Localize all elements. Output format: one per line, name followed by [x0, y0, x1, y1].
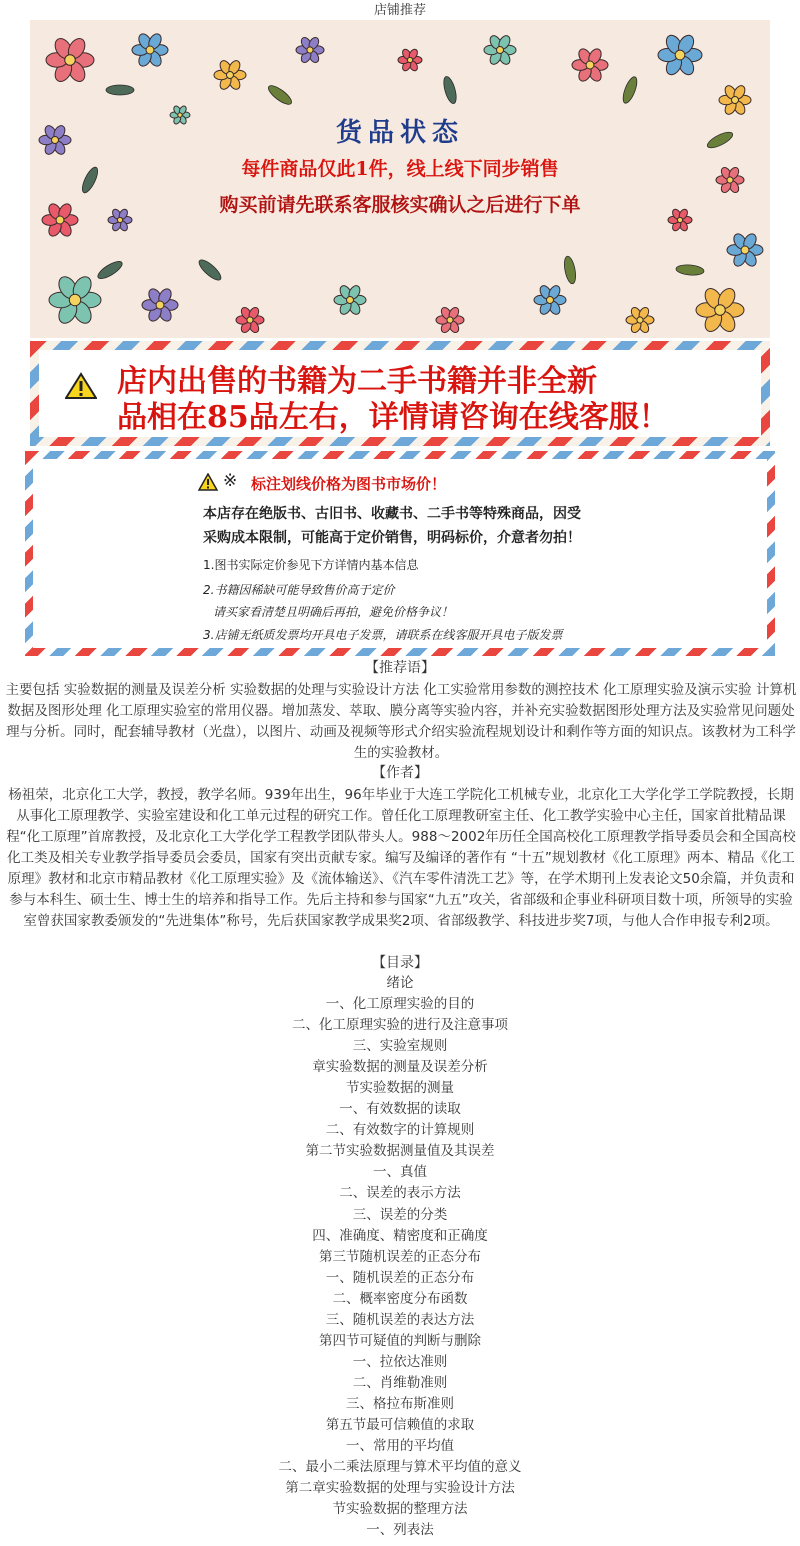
price-note-2: 2.书籍因稀缺可能导致售价高于定价 [203, 583, 395, 597]
reference-mark: ※ [223, 471, 238, 491]
flower-decoration [534, 284, 566, 317]
leaf-decoration [266, 83, 294, 108]
flower-decoration [214, 59, 246, 92]
status-line-2: 购买前请先联系客服核实确认之后进行下单 [219, 194, 581, 216]
price-note-2b: 请买家看清楚且明确后再拍，避免价格争议！ [213, 605, 454, 619]
store-recommend-title: 店铺推荐 [373, 3, 426, 18]
price-desc-2: 采购成本限制，可能高于定价销售，明码标价，介意者勿拍！ [203, 530, 581, 546]
leaf-decoration [196, 257, 223, 283]
price-notice-body [33, 459, 767, 648]
toc-heading: 【目录】 [372, 955, 428, 971]
secondhand-banner-body [39, 350, 761, 437]
flower-decoration [572, 47, 608, 84]
flower-decoration [296, 36, 324, 64]
flower-decoration [484, 34, 516, 67]
leaf-decoration [562, 255, 577, 284]
toc-item: 三、格拉布斯准则 [346, 1395, 454, 1412]
flower-decoration [727, 232, 763, 269]
price-note-3: 3.店铺无纸质发票均开具电子发票，请联系在线客服开具电子版发票 [203, 628, 563, 642]
toc-item: 四、准确度、精密度和正确度 [312, 1227, 488, 1244]
author-heading: 【作者】 [372, 765, 428, 781]
toc-item: 三、实验室规则 [352, 1038, 448, 1055]
toc-item: 章实验数据的测量及误差分析 [312, 1059, 488, 1076]
toc-item: 二、误差的表示方法 [339, 1185, 461, 1202]
toc-item: 一、真值 [373, 1164, 427, 1181]
toc-item: 二、化工原理实验的进行及注意事项 [292, 1017, 508, 1034]
flower-decoration [436, 306, 464, 334]
price-headline: 标注划线价格为图书市场价！ [251, 475, 447, 493]
price-note-1: 1.图书实际定价参见下方详情内基本信息 [203, 558, 419, 572]
status-line-1: 每件商品仅此1件，线上线下同步销售 [241, 158, 559, 180]
leaf-decoration [106, 85, 134, 95]
flower-decoration [398, 48, 422, 72]
toc-item: 节实验数据的测量 [346, 1080, 454, 1097]
price-desc-1: 本店存在绝版书、古旧书、收藏书、二手书等特殊商品，因受 [203, 506, 581, 522]
toc-item: 一、随机误差的正态分布 [325, 1269, 475, 1286]
secondhand-banner [30, 341, 770, 446]
toc-list [0, 973, 800, 1541]
toc-item: 二、概率密度分布函数 [332, 1290, 468, 1307]
status-title: 货品状态 [335, 118, 464, 148]
toc-item: 第二章实验数据的处理与实验设计方法 [285, 1480, 515, 1497]
flower-decoration [49, 274, 101, 327]
leaf-decoration [620, 75, 639, 105]
toc-item: 第五节最可信赖值的求取 [325, 1416, 475, 1433]
toc-item: 第三节随机误差的正态分布 [319, 1248, 481, 1265]
recommend-heading: 【推荐语】 [365, 660, 435, 676]
flower-decoration [334, 284, 366, 317]
toc-item: 一、有效数据的读取 [339, 1101, 461, 1118]
toc-item: 绪论 [386, 975, 414, 991]
leaf-decoration [95, 258, 124, 281]
flower-decoration [658, 33, 702, 78]
toc-item: 节实验数据的整理方法 [332, 1501, 468, 1518]
toc-item: 第二节实验数据测量值及其误差 [305, 1143, 495, 1160]
flower-decoration [46, 36, 94, 85]
warning-icon [198, 473, 218, 491]
status-banner [30, 20, 770, 338]
toc-item: 三、随机误差的表达方法 [325, 1311, 475, 1328]
toc-item: 二、最小二乘法原理与算术平均值的意义 [278, 1459, 522, 1476]
toc-item: 一、化工原理实验的目的 [325, 996, 475, 1013]
price-notice-banner [25, 451, 775, 656]
flower-decoration [132, 32, 168, 69]
toc-item: 一、拉依达准则 [352, 1353, 448, 1370]
leaf-decoration [441, 75, 458, 105]
leaf-decoration [676, 264, 705, 276]
flower-decoration [142, 287, 178, 324]
toc-item: 二、肖维勒准则 [352, 1374, 448, 1391]
flower-decoration [236, 306, 264, 334]
toc-item: 第四节可疑值的判断与删除 [319, 1332, 481, 1349]
toc-item: 一、列表法 [366, 1522, 434, 1539]
flower-decoration [696, 286, 744, 335]
author-text: 杨祖荣，北京化工大学，教授，教学名师。939年出生，96年毕业于大连工学院化工机械专业，北京化工大学化学工学院教授，长期从事化工原理教学、实验室建设和化工单元过程的研究工作。曾任化工原理教研室主任、化工教学实验中心主任，国家首批精品课程“化工原理”首席教授，及北京化工大学化学工程教学团队带头人。988～2002年历任全国高校化工原理教学指导委员会和全国高校化工类及相关专业教学指导委员会委员，国家有突出贡献专家。编写及编译的著作有 “十五”规划教材《化工原理》两本、精品《化工原理》教材和北京市精品教材《化工原理实验》及《流体输送》、《汽车零件清洗工艺》等，在学术期刊上发表论文50余篇，并负责和参与本科生、硕士生、博士生的培养和指导工作。先后主持和参与国家“九五”攻关，省部级和企事业科研项目数十项，所领导的实验室曾获国家教委颁发的“先进集体”称号，先后获国家教学成果奖2项、省部级教学、科技进步奖7项，与他人合作申报专利2项。 [6, 787, 796, 929]
secondhand-line-1: 店内出售的书籍为二手书籍并非全新 [117, 364, 597, 399]
secondhand-line-2: 品相在85品左右，详情请咨询在线客服！ [117, 400, 669, 435]
warning-icon [65, 372, 97, 400]
toc-item: 二、有效数字的计算规则 [325, 1122, 475, 1139]
toc-item: 三、误差的分类 [352, 1206, 448, 1223]
recommend-text: 主要包括 实验数据的测量及误差分析 实验数据的处理与实验设计方法 化工实验常用参数的测控技术 化工原理实验及演示实验 计算机数据及图形处理 化工原理实验室的常用仪器。增加蒸发、萃取、膜分离等实验内容，并补充实验数据图形处理方法及实验常见问题处理与分析。同时，配套辅导教材（光盘），以图片、动画及视频等形式介绍实验流程规划设计和剩作等方面的知识点。该教材为工科学生的实验教材。 [5, 682, 797, 761]
toc-item: 一、常用的平均值 [346, 1438, 454, 1455]
flower-decoration [626, 306, 654, 334]
